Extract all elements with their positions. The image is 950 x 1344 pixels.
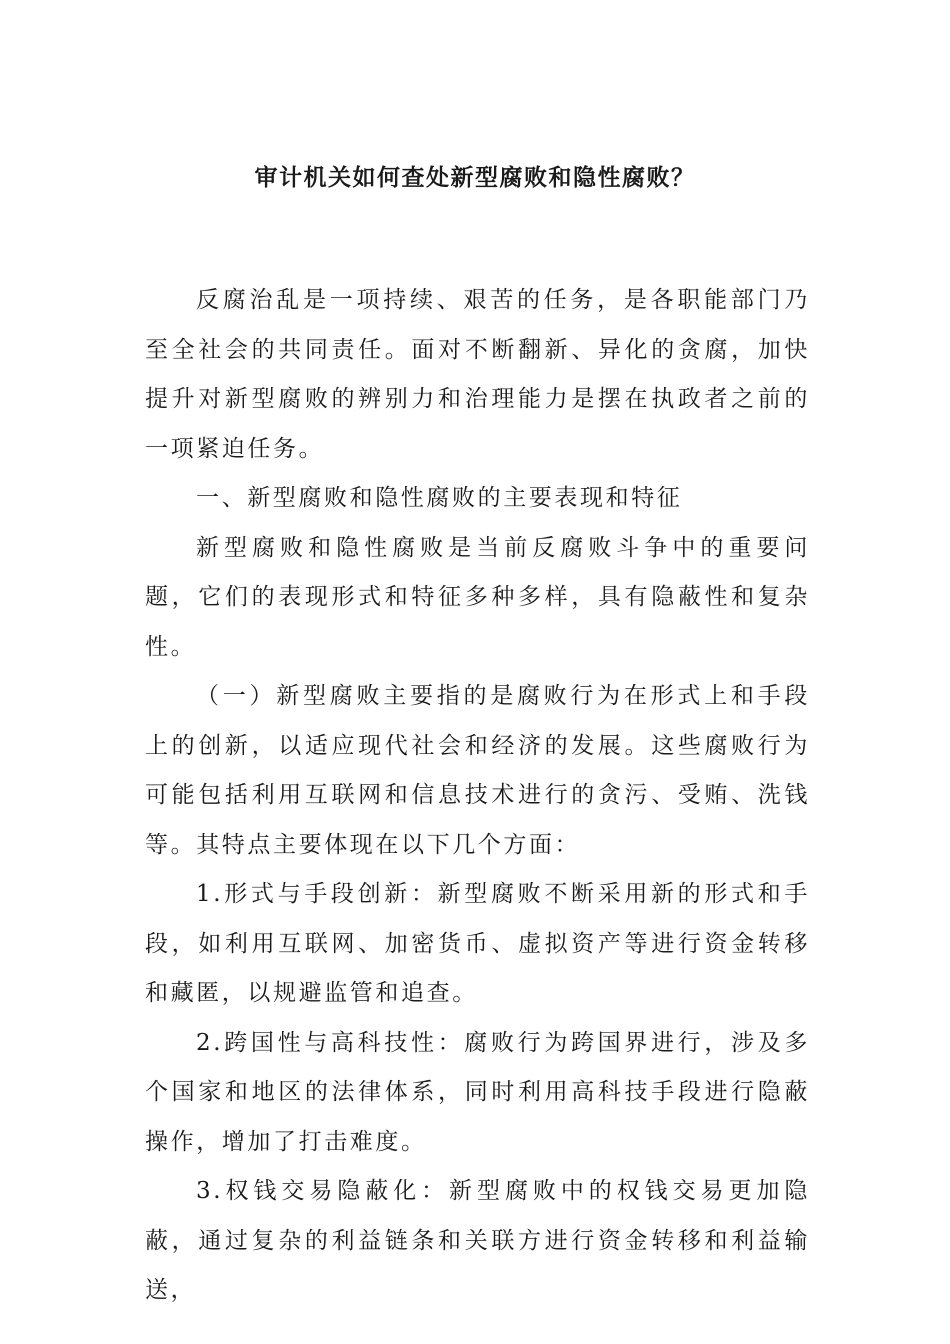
document-body — [145, 276, 810, 1316]
list-item: 2.跨国性与高科技性：腐败行为跨国界进行，涉及多个国家和地区的法律体系，同时利用高科技手段进行隐蔽操作，增加了打击难度。 — [145, 1029, 810, 1155]
paragraph: （一）新型腐败主要指的是腐败行为在形式上和手段上的创新，以适应现代社会和经济的发展。这些腐败行为可能包括利用互联网和信息技术进行的贪污、受贿、洗钱等。其特点主要体现在以下几个方面： — [145, 683, 810, 858]
paragraph: 反腐治乱是一项持续、艰苦的任务，是各职能部门乃至全社会的共同责任。面对不断翻新、异化的贪腐，加快提升对新型腐败的辨别力和治理能力是摆在执政者之前的一项紧迫任务。 — [145, 287, 810, 462]
section-heading: 一、新型腐败和隐性腐败的主要表现和特征 — [196, 485, 683, 511]
document-title: 审计机关如何查处新型腐败和隐性腐败？ — [254, 165, 696, 191]
list-item: 1.形式与手段创新：新型腐败不断采用新的形式和手段，如利用互联网、加密货币、虚拟资产等进行资金转移和藏匿，以规避监管和追查。 — [145, 881, 810, 1006]
list-item: 3.权钱交易隐蔽化：新型腐败中的权钱交易更加隐蔽，通过复杂的利益链条和关联方进行资金转移和利益输送， — [145, 1178, 810, 1303]
paragraph: 新型腐败和隐性腐败是当前反腐败斗争中的重要问题，它们的表现形式和特征多种多样，具有隐蔽性和复杂性。 — [145, 534, 810, 660]
